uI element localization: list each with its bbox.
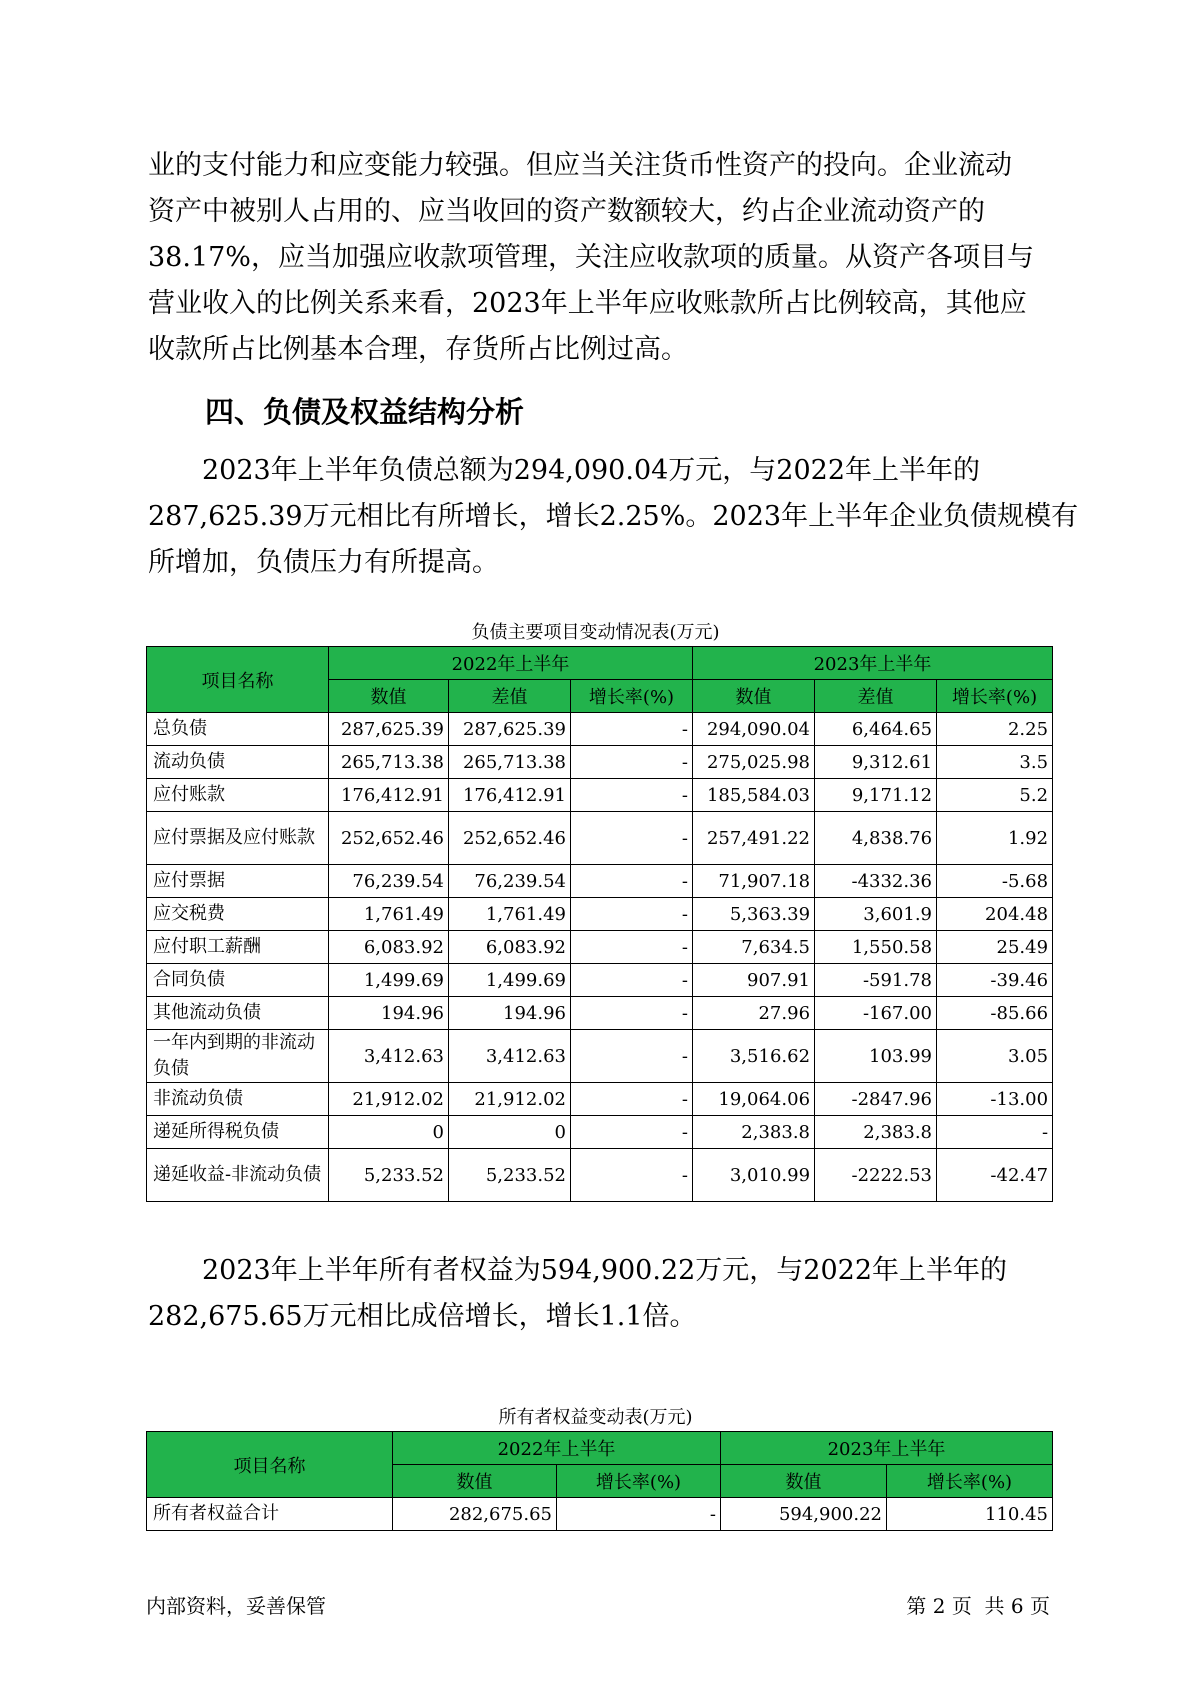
cell-diff-2023: -591.78 bbox=[815, 964, 937, 997]
header-value: 数值 bbox=[329, 680, 449, 713]
header-item-name: 项目名称 bbox=[147, 647, 329, 713]
header-period-2023: 2023年上半年 bbox=[721, 1432, 1053, 1465]
cell-diff-2022: 6,083.92 bbox=[449, 931, 571, 964]
cell-growth-2022: - bbox=[571, 1030, 693, 1083]
cell-diff-2023: 4,838.76 bbox=[815, 812, 937, 865]
cell-growth-2023: 25.49 bbox=[937, 931, 1053, 964]
table-row bbox=[147, 812, 1053, 865]
table-row bbox=[147, 931, 1053, 964]
cell-diff-2023: -2847.96 bbox=[815, 1083, 937, 1116]
cell-value-2022: 76,239.54 bbox=[329, 865, 449, 898]
cell-value-2022: 282,675.65 bbox=[393, 1498, 557, 1531]
table-row bbox=[147, 746, 1053, 779]
section-heading: 四、负债及权益结构分析 bbox=[205, 395, 525, 429]
cell-growth-2022: - bbox=[571, 812, 693, 865]
row-name: 应交税费 bbox=[147, 898, 329, 931]
cell-growth-2022: - bbox=[571, 997, 693, 1030]
header-item-name: 项目名称 bbox=[147, 1432, 393, 1498]
cell-value-2023: 257,491.22 bbox=[693, 812, 815, 865]
cell-value-2022: 176,412.91 bbox=[329, 779, 449, 812]
cell-growth-2022: - bbox=[571, 1116, 693, 1149]
header-growth: 增长率(%) bbox=[571, 680, 693, 713]
cell-diff-2022: 21,912.02 bbox=[449, 1083, 571, 1116]
table-row bbox=[147, 865, 1053, 898]
debt-table bbox=[146, 646, 1053, 1202]
cell-value-2023: 2,383.8 bbox=[693, 1116, 815, 1149]
cell-value-2023: 185,584.03 bbox=[693, 779, 815, 812]
table-row bbox=[147, 1083, 1053, 1116]
cell-diff-2022: 5,233.52 bbox=[449, 1149, 571, 1202]
cell-value-2023: 3,010.99 bbox=[693, 1149, 815, 1202]
cell-growth-2022: - bbox=[571, 713, 693, 746]
cell-diff-2022: 0 bbox=[449, 1116, 571, 1149]
cell-value-2022: 1,761.49 bbox=[329, 898, 449, 931]
cell-growth-2022: - bbox=[571, 898, 693, 931]
cell-value-2022: 1,499.69 bbox=[329, 964, 449, 997]
cell-value-2022: 3,412.63 bbox=[329, 1030, 449, 1083]
cell-value-2022: 194.96 bbox=[329, 997, 449, 1030]
cell-growth-2023: 3.5 bbox=[937, 746, 1053, 779]
cell-growth-2023: - bbox=[937, 1116, 1053, 1149]
header-value: 数值 bbox=[721, 1465, 887, 1498]
cell-value-2023: 19,064.06 bbox=[693, 1083, 815, 1116]
row-name: 所有者权益合计 bbox=[147, 1498, 393, 1531]
row-name: 其他流动负债 bbox=[147, 997, 329, 1030]
cell-value-2023: 294,090.04 bbox=[693, 713, 815, 746]
cell-value-2023: 907.91 bbox=[693, 964, 815, 997]
cell-diff-2022: 3,412.63 bbox=[449, 1030, 571, 1083]
cell-growth-2023: -85.66 bbox=[937, 997, 1053, 1030]
cell-growth-2023: 204.48 bbox=[937, 898, 1053, 931]
cell-growth-2023: 1.92 bbox=[937, 812, 1053, 865]
table-row bbox=[147, 898, 1053, 931]
cell-diff-2023: 1,550.58 bbox=[815, 931, 937, 964]
cell-diff-2022: 1,499.69 bbox=[449, 964, 571, 997]
debt-paragraph bbox=[148, 448, 1079, 586]
table-row bbox=[147, 1030, 1053, 1083]
cell-growth-2023: 110.45 bbox=[887, 1498, 1053, 1531]
row-name: 合同负债 bbox=[147, 964, 329, 997]
cell-diff-2022: 265,713.38 bbox=[449, 746, 571, 779]
intro-paragraph bbox=[148, 143, 1048, 373]
intro-line: 收款所占比例基本合理，存货所占比例过高。 bbox=[148, 334, 688, 365]
cell-value-2022: 5,233.52 bbox=[329, 1149, 449, 1202]
equity-line: 282,675.65万元相比成倍增长，增长1.1倍。 bbox=[148, 1301, 697, 1332]
cell-value-2023: 71,907.18 bbox=[693, 865, 815, 898]
header-period-2023: 2023年上半年 bbox=[693, 647, 1053, 680]
cell-growth-2022: - bbox=[571, 865, 693, 898]
cell-diff-2023: -2222.53 bbox=[815, 1149, 937, 1202]
cell-value-2022: 6,083.92 bbox=[329, 931, 449, 964]
cell-diff-2022: 194.96 bbox=[449, 997, 571, 1030]
equity-paragraph bbox=[148, 1248, 1048, 1340]
intro-line: 38.17%，应当加强应收款项管理，关注应收款项的质量。从资产各项目与 bbox=[148, 242, 1034, 273]
cell-value-2023: 275,025.98 bbox=[693, 746, 815, 779]
cell-value-2022: 252,652.46 bbox=[329, 812, 449, 865]
row-name: 应付账款 bbox=[147, 779, 329, 812]
debt-table-caption: 负债主要项目变动情况表(万元) bbox=[471, 622, 720, 643]
cell-diff-2022: 176,412.91 bbox=[449, 779, 571, 812]
cell-value-2022: 287,625.39 bbox=[329, 713, 449, 746]
cell-growth-2023: 5.2 bbox=[937, 779, 1053, 812]
equity-line: 2023年上半年所有者权益为594,900.22万元，与2022年上半年的 bbox=[202, 1255, 1008, 1286]
debt-line: 2023年上半年负债总额为294,090.04万元，与2022年上半年的 bbox=[202, 455, 981, 486]
header-diff: 差值 bbox=[815, 680, 937, 713]
page-number: 第 2 页 共 6 页 bbox=[906, 1594, 1050, 1618]
cell-value-2022: 265,713.38 bbox=[329, 746, 449, 779]
cell-growth-2022: - bbox=[571, 1149, 693, 1202]
cell-growth-2022: - bbox=[571, 746, 693, 779]
cell-value-2023: 594,900.22 bbox=[721, 1498, 887, 1531]
row-name: 递延收益-非流动负债 bbox=[147, 1149, 329, 1202]
cell-diff-2022: 76,239.54 bbox=[449, 865, 571, 898]
cell-diff-2023: 3,601.9 bbox=[815, 898, 937, 931]
debt-line: 287,625.39万元相比有所增长，增长2.25%。2023年上半年企业负债规模有 bbox=[148, 501, 1079, 532]
cell-growth-2022: - bbox=[557, 1498, 721, 1531]
row-name: 非流动负债 bbox=[147, 1083, 329, 1116]
footer-note: 内部资料，妥善保管 bbox=[146, 1594, 326, 1618]
row-name: 应付职工薪酬 bbox=[147, 931, 329, 964]
cell-diff-2023: -4332.36 bbox=[815, 865, 937, 898]
cell-growth-2022: - bbox=[571, 779, 693, 812]
cell-growth-2023: -39.46 bbox=[937, 964, 1053, 997]
header-period-2022: 2022年上半年 bbox=[393, 1432, 721, 1465]
header-value: 数值 bbox=[693, 680, 815, 713]
cell-growth-2023: 2.25 bbox=[937, 713, 1053, 746]
cell-growth-2022: - bbox=[571, 964, 693, 997]
table-row bbox=[147, 1498, 1053, 1531]
cell-diff-2023: -167.00 bbox=[815, 997, 937, 1030]
cell-diff-2023: 6,464.65 bbox=[815, 713, 937, 746]
row-name: 应付票据 bbox=[147, 865, 329, 898]
cell-value-2023: 3,516.62 bbox=[693, 1030, 815, 1083]
debt-line: 所增加，负债压力有所提高。 bbox=[148, 547, 499, 578]
table-row bbox=[147, 997, 1053, 1030]
row-name: 总负债 bbox=[147, 713, 329, 746]
cell-growth-2022: - bbox=[571, 931, 693, 964]
cell-diff-2022: 287,625.39 bbox=[449, 713, 571, 746]
header-diff: 差值 bbox=[449, 680, 571, 713]
intro-line: 业的支付能力和应变能力较强。但应当关注货币性资产的投向。企业流动 bbox=[148, 150, 1012, 181]
intro-line: 资产中被别人占用的、应当收回的资产数额较大，约占企业流动资产的 bbox=[148, 196, 985, 227]
cell-growth-2023: -42.47 bbox=[937, 1149, 1053, 1202]
header-value: 数值 bbox=[393, 1465, 557, 1498]
cell-diff-2022: 1,761.49 bbox=[449, 898, 571, 931]
equity-table-caption: 所有者权益变动表(万元) bbox=[498, 1407, 693, 1428]
cell-value-2023: 27.96 bbox=[693, 997, 815, 1030]
table-row bbox=[147, 964, 1053, 997]
header-growth: 增长率(%) bbox=[887, 1465, 1053, 1498]
cell-diff-2023: 9,312.61 bbox=[815, 746, 937, 779]
cell-diff-2023: 9,171.12 bbox=[815, 779, 937, 812]
cell-diff-2022: 252,652.46 bbox=[449, 812, 571, 865]
cell-value-2023: 5,363.39 bbox=[693, 898, 815, 931]
row-name: 应付票据及应付账款 bbox=[147, 812, 329, 865]
cell-value-2022: 0 bbox=[329, 1116, 449, 1149]
header-growth: 增长率(%) bbox=[937, 680, 1053, 713]
cell-growth-2023: 3.05 bbox=[937, 1030, 1053, 1083]
cell-diff-2023: 103.99 bbox=[815, 1030, 937, 1083]
row-name: 一年内到期的非流动负债 bbox=[147, 1030, 329, 1083]
table-row bbox=[147, 1149, 1053, 1202]
cell-value-2022: 21,912.02 bbox=[329, 1083, 449, 1116]
intro-line: 营业收入的比例关系来看，2023年上半年应收账款所占比例较高，其他应 bbox=[148, 288, 1027, 319]
row-name: 递延所得税负债 bbox=[147, 1116, 329, 1149]
table-row bbox=[147, 1116, 1053, 1149]
cell-growth-2023: -13.00 bbox=[937, 1083, 1053, 1116]
table-row bbox=[147, 713, 1053, 746]
equity-table bbox=[146, 1431, 1053, 1531]
row-name: 流动负债 bbox=[147, 746, 329, 779]
cell-value-2023: 7,634.5 bbox=[693, 931, 815, 964]
cell-diff-2023: 2,383.8 bbox=[815, 1116, 937, 1149]
header-period-2022: 2022年上半年 bbox=[329, 647, 693, 680]
header-growth: 增长率(%) bbox=[557, 1465, 721, 1498]
table-row bbox=[147, 779, 1053, 812]
cell-growth-2022: - bbox=[571, 1083, 693, 1116]
cell-growth-2023: -5.68 bbox=[937, 865, 1053, 898]
